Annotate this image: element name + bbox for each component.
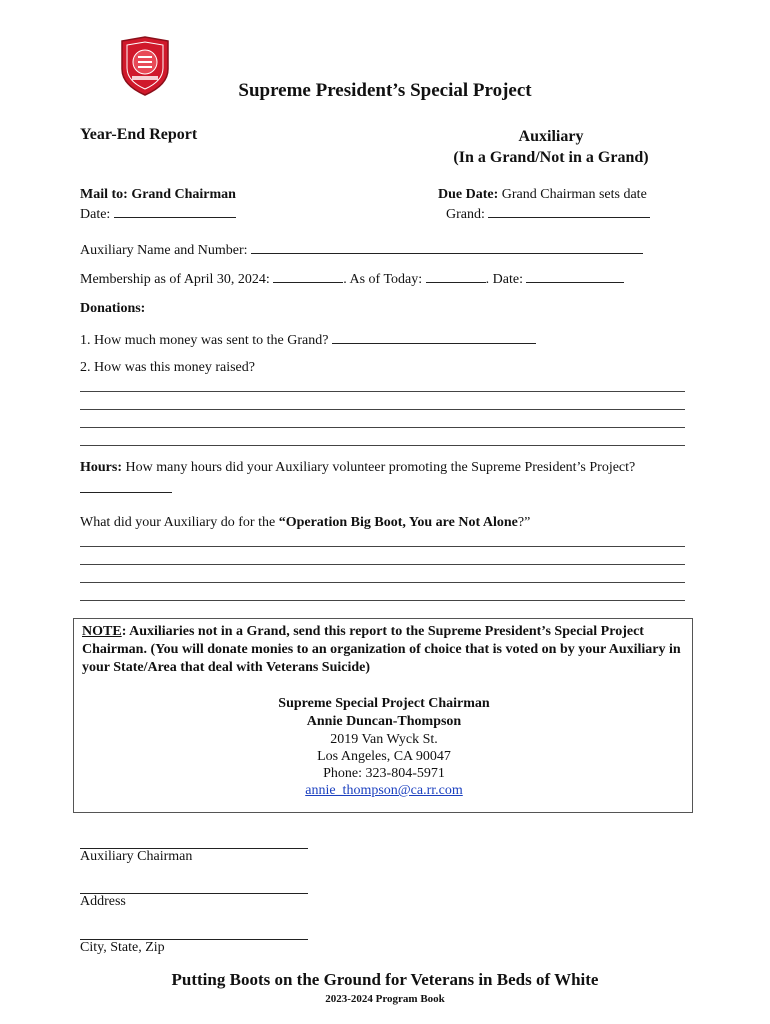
operation-prefix: What did your Auxiliary do for the <box>80 515 279 530</box>
due-date <box>438 187 647 203</box>
membership-row <box>80 270 624 288</box>
due-date-label: Due Date: <box>438 187 499 202</box>
grand-field <box>446 205 650 223</box>
due-date-value: Grand Chairman sets date <box>501 187 647 202</box>
note-body: : Auxiliaries not in a Grand, send this report to the Supreme President’s Special Project Chairman. (You will donate monies to an organization of choice that is voted on by your Auxiliary in your State/Area that deal with Veterans Suicide) <box>82 624 681 675</box>
note-label: NOTE <box>82 624 122 639</box>
auxiliary-heading <box>420 126 682 168</box>
address-label: Address <box>80 894 126 909</box>
footer-subtitle: 2023-2024 Program Book <box>325 993 445 1005</box>
contact-address1: 2019 Van Wyck St. <box>330 732 438 747</box>
contact-title: Supreme Special Project Chairman <box>278 696 490 711</box>
operation-suffix: ?” <box>517 515 531 530</box>
hours-question <box>80 460 635 476</box>
as-of-today-label: . As of Today: <box>343 272 423 287</box>
auxiliary-heading-line2: (In a Grand/Not in a Grand) <box>453 149 649 166</box>
contact-name: Annie Duncan-Thompson <box>306 714 462 729</box>
note-box <box>73 618 693 813</box>
donations-q1 <box>80 331 536 349</box>
contact-phone: Phone: 323-804-5971 <box>323 766 445 781</box>
operation-name: “Operation Big Boot, You are Not Alone <box>278 515 518 530</box>
report-type: Year-End Report <box>80 126 198 143</box>
auxiliary-heading-line1: Auxiliary <box>518 128 584 145</box>
contact-address2: Los Angeles, CA 90047 <box>317 749 451 764</box>
aux-name-field <box>80 241 643 259</box>
donations-q1-blank[interactable] <box>332 331 536 344</box>
page-title: Supreme President’s Special Project <box>238 80 532 101</box>
answer-line[interactable] <box>80 409 685 410</box>
answer-line[interactable] <box>80 546 685 547</box>
grand-label: Grand: <box>446 207 485 222</box>
answer-line[interactable] <box>80 600 685 601</box>
aux-name-label: Auxiliary Name and Number: <box>80 243 248 258</box>
membership-blank[interactable] <box>273 270 343 283</box>
footer-title: Putting Boots on the Ground for Veterans in Beds of White <box>171 970 599 989</box>
answer-line[interactable] <box>80 427 685 428</box>
donations-heading: Donations: <box>80 301 146 316</box>
date-field <box>80 205 236 223</box>
answer-line[interactable] <box>80 445 685 446</box>
contact-email-row <box>74 782 694 799</box>
date-label: Date: <box>80 207 111 222</box>
chairman-signature-label: Auxiliary Chairman <box>80 849 193 864</box>
membership-date-blank[interactable] <box>526 270 624 283</box>
hours-question-text: How many hours did your Auxiliary volunteer promoting the Supreme President’s Project? <box>125 460 636 475</box>
hours-label: Hours: <box>80 460 122 475</box>
city-state-zip-label: City, State, Zip <box>80 940 165 955</box>
answer-line[interactable] <box>80 582 685 583</box>
donations-q2-label: 2. How was this money raised? <box>80 360 255 375</box>
donations-q1-label: 1. How much money was sent to the Grand? <box>80 333 329 348</box>
membership-label: Membership as of April 30, 2024: <box>80 272 270 287</box>
grand-blank[interactable] <box>488 205 650 218</box>
aux-name-blank[interactable] <box>251 241 643 254</box>
hours-blank[interactable] <box>80 492 172 493</box>
mail-to-label: Mail to: Grand Chairman <box>80 187 236 202</box>
membership-date-label: . Date: <box>485 272 523 287</box>
operation-question <box>80 515 530 531</box>
contact-email-link[interactable]: annie_thompson@ca.rr.com <box>305 783 463 798</box>
answer-line[interactable] <box>80 391 685 392</box>
answer-line[interactable] <box>80 564 685 565</box>
note-text <box>82 623 682 677</box>
date-blank[interactable] <box>114 205 236 218</box>
as-of-today-blank[interactable] <box>426 270 486 283</box>
